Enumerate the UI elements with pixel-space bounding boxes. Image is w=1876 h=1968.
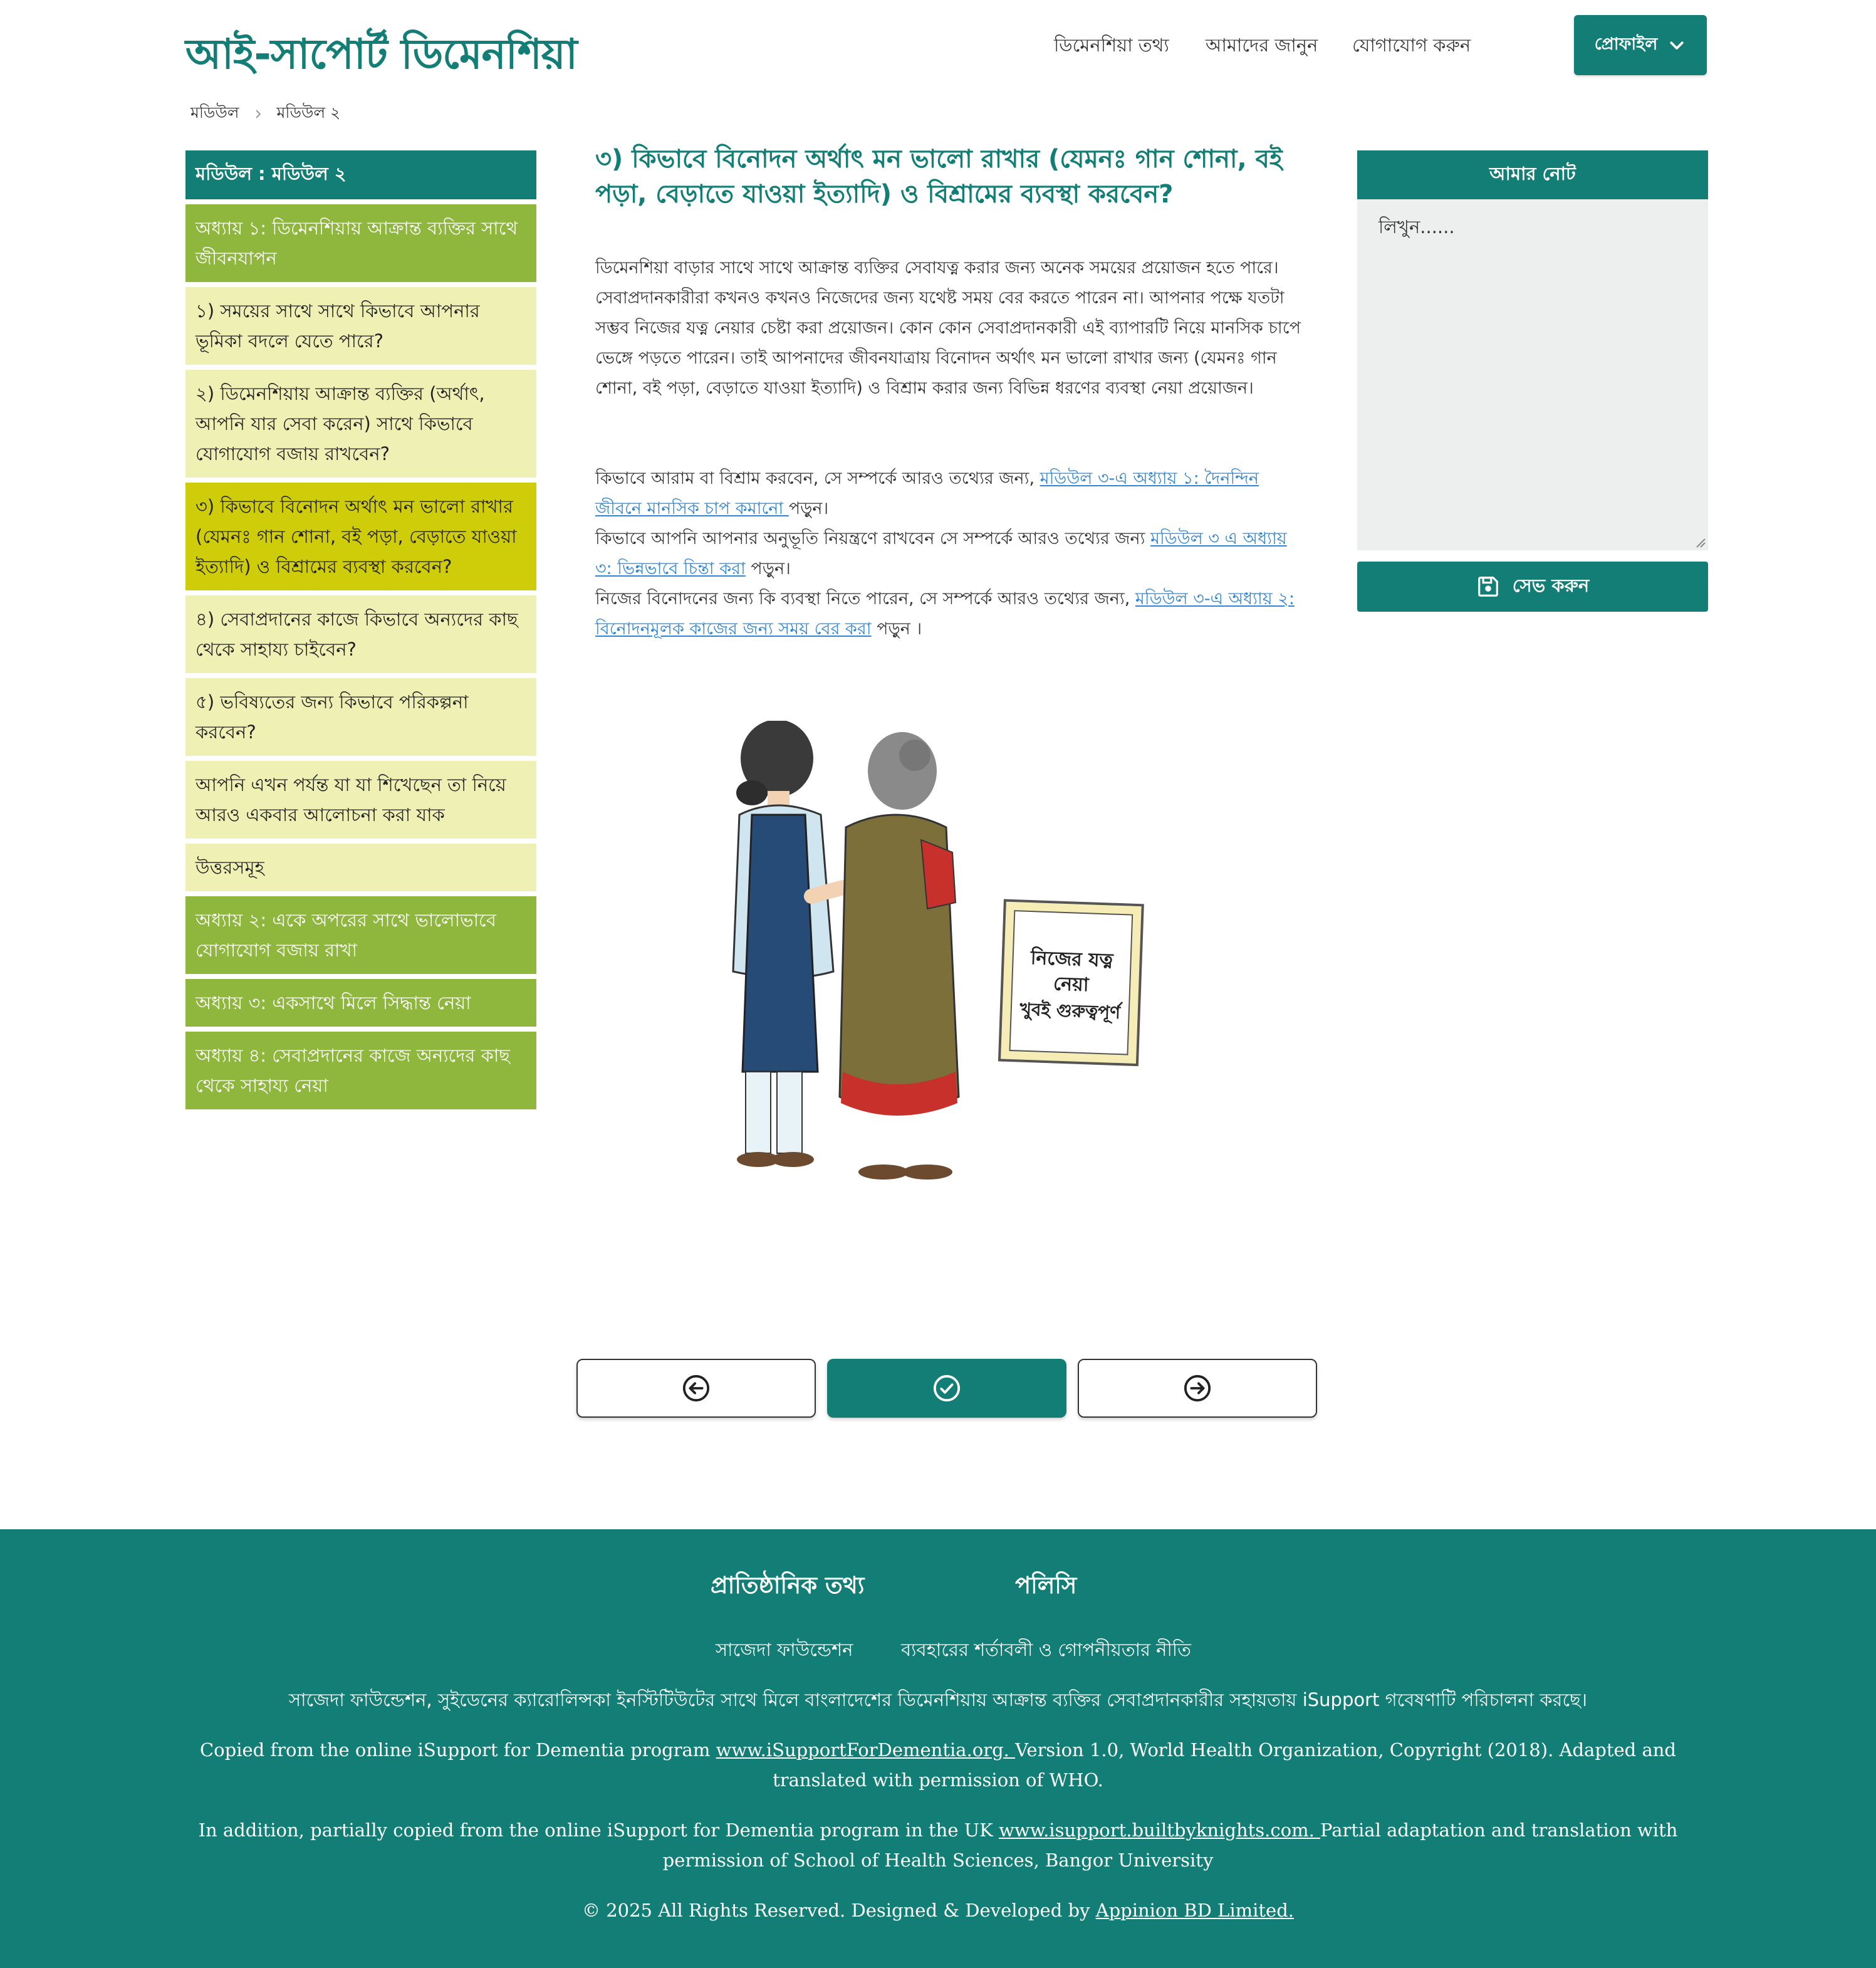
reading-line-3: নিজের বিনোদনের জন্য কি ব্যবস্থা নিতে পারেন, সে সম্পর্কে আরও তথ্যের জন্য, মডিউল ৩-এ অধ্যায় ২: বিনোদনমূলক কাজের জন্য সময় বের করা পড়ুন । [595, 589, 1295, 639]
sidebar-item[interactable]: উত্তরসমূহ [185, 844, 536, 891]
footer-link-terms[interactable]: ব্যবহারের শর্তাবলী ও গোপনীয়তার নীতি [901, 1639, 1191, 1660]
save-note-button[interactable] [1357, 562, 1708, 612]
nav-dementia-info[interactable]: ডিমেনশিয়া তথ্য [1054, 34, 1169, 56]
previous-button[interactable] [576, 1359, 816, 1418]
reading-line-1: কিভাবে আরাম বা বিশ্রাম করবেন, সে সম্পর্কে আরও তথ্যের জন্য, মডিউল ৩-এ অধ্যায় ১: দৈনন্দিন জীবনে মানসিক চাপ কমানো পড়ুন। [595, 469, 1259, 518]
chevron-down-icon [1667, 36, 1686, 55]
sidebar-item[interactable]: ৪) সেবাপ্রদানের কাজে কিভাবে অন্যদের কাছ থেকে সাহায্য চাইবেন? [185, 595, 536, 673]
module-sidebar [185, 150, 536, 1114]
sign-line-3: খুবই গুরুত্বপূর্ণ [1019, 998, 1121, 1023]
notes-textarea[interactable] [1357, 199, 1708, 550]
footer-heading-info: প্রাতিষ্ঠানিক তথ্য [711, 1572, 865, 1599]
footer-about: সাজেদা ফাউন্ডেশন, সুইডেনের ক্যারোলিন্সকা ইনস্টিটিউটের সাথে মিলে বাংলাদেশের ডিমেনশিয়ায় আক্রান্ত ব্যক্তির সেবাপ্রদানকারীর সহায়তায় iSupport গবেষণাটি পরিচালনা করছে। [288, 1689, 1588, 1710]
footer-rights: © 2025 All Rights Reserved. Designed & Developed by Appinion BD Limited. [581, 1900, 1294, 1921]
footer-heading-policy: পলিসি [1015, 1572, 1077, 1599]
save-note-label: সেভ করুন [1512, 574, 1590, 596]
breadcrumb-item-module-2: মডিউল ২ [276, 103, 341, 122]
nav-about-us[interactable]: আমাদের জানুন [1206, 34, 1318, 56]
complete-button[interactable] [827, 1359, 1066, 1418]
breadcrumb [190, 100, 340, 127]
sidebar-item[interactable]: অধ্যায় ২: একে অপরের সাথে ভালোভাবে যোগাযোগ বজায় রাখা [185, 896, 536, 974]
reading-line-2: কিভাবে আপনি আপনার অনুভূতি নিয়ন্ত্রণে রাখবেন সে সম্পর্কে আরও তথ্যের জন্য মডিউল ৩ এ অধ্যায় ৩: ভিন্নভাবে চিন্তা করা পড়ুন। [595, 529, 1287, 578]
lesson-paragraph: ডিমেনশিয়া বাড়ার সাথে সাথে আক্রান্ত ব্যক্তির সেবাযত্ন করার জন্য অনেক সময়ের প্রয়োজন হতে পারে। সেবাপ্রদানকারীরা কখনও কখনও নিজেদের জন্য যথেষ্ট সময় বের করতে পারেন না। আপনার পক্ষে যতটা সম্ভব নিজের যত্ন নেয়ার চেষ্টা করা প্রয়োজন। কোন কোন সেবাপ্রদানকারী এই ব্যাপারটি নিয়ে মানসিক চাপে ভেঙ্গে পড়তে পারেন। তাই আপনাদের জীবনযাত্রায় বিনোদন অর্থাৎ মন ভালো রাখার জন্য (যেমনঃ গান শোনা, বই পড়া, বেড়াতে যাওয়া ইত্যাদি) ও বিশ্রাম করার জন্য বিভিন্ন ধরণের ব্যবস্থা নেয়া প্রয়োজন। [595, 258, 1301, 398]
profile-label: প্রোফাইল [1594, 34, 1658, 54]
link-appinion[interactable]: Appinion BD Limited. [1095, 1900, 1294, 1921]
sidebar-item[interactable]: ২) ডিমেনশিয়ায় আক্রান্ত ব্যক্তির (অর্থাৎ, আপনি যার সেবা করেন) সাথে কিভাবে যোগাযোগ বজায় রাখবেন? [185, 370, 536, 478]
lesson-content [595, 142, 1303, 639]
footer [0, 1529, 1876, 1968]
link-module3-chapter1[interactable]: মডিউল ৩-এ অধ্যায় ১: দৈনন্দিন জীবনে মানসিক চাপ কমানো [595, 469, 1259, 518]
further-reading [595, 464, 1303, 644]
sign-line-2: নেয়া [1053, 973, 1090, 997]
sidebar-item[interactable]: আপনি এখন পর্যন্ত যা যা শিখেছেন তা নিয়ে আরও একবার আলোচনা করা যাক [185, 761, 536, 839]
caregiver-illustration [708, 721, 1184, 1210]
brand-logo-text[interactable]: আই-সাপোর্ট ডিমেনশিয়া [185, 30, 577, 78]
profile-dropdown-button[interactable] [1574, 15, 1707, 75]
link-module3-chapter2[interactable]: মডিউল ৩-এ অধ্যায় ২: বিনোদনমূলক কাজের জন্য সময় বের করা [595, 589, 1295, 639]
footer-copy-uk: In addition, partially copied from the online iSupport for Dementia program in the UK www.isupport.builtbyknights.com. Partial adaptation and translation with permission of School of Health Sciences, Bangor University [198, 1819, 1678, 1871]
link-isupport-who[interactable]: www.iSupportForDementia.org. [716, 1739, 1016, 1761]
arrow-right-circle-icon [1183, 1374, 1212, 1403]
sidebar-item[interactable]: অধ্যায় ৪: সেবাপ্রদানের কাজে অন্যদের কাছ থেকে সাহায্য নেয়া [185, 1032, 536, 1109]
sidebar-item[interactable]: অধ্যায় ১: ডিমেনশিয়ায় আক্রান্ত ব্যক্তির সাথে জীবনযাপন [185, 204, 536, 282]
footer-link-foundation[interactable]: সাজেদা ফাউন্ডেশন [716, 1639, 853, 1660]
sidebar-item[interactable]: ৩) কিভাবে বিনোদন অর্থাৎ মন ভালো রাখার (যেমনঃ গান শোনা, বই পড়া, বেড়াতে যাওয়া ইত্যাদি) ও বিশ্রামের ব্যবস্থা করবেন? [185, 483, 536, 590]
resize-grip-icon[interactable] [1694, 536, 1706, 548]
sidebar-header: মডিউল : মডিউল ২ [185, 150, 536, 199]
lesson-title: ৩) কিভাবে বিনোদন অর্থাৎ মন ভালো রাখার (যেমনঃ গান শোনা, বই পড়া, বেড়াতে যাওয়া ইত্যাদি) ও বিশ্রামের ব্যবস্থা করবেন? [595, 145, 1283, 209]
check-circle-icon [932, 1374, 961, 1403]
sidebar-item[interactable]: ১) সময়ের সাথে সাথে কিভাবে আপনার ভূমিকা বদলে যেতে পারে? [185, 287, 536, 365]
arrow-left-circle-icon [682, 1374, 711, 1403]
footer-copy-who: Copied from the online iSupport for Dementia program www.iSupportForDementia.org. Version 1.0, World Health Organization, Copyright (2018). Adapted and translated with permission of WHO. [199, 1739, 1676, 1791]
floppy-disk-icon [1476, 575, 1500, 599]
sidebar-item[interactable]: ৫) ভবিষ্যতের জন্য কিভাবে পরিকল্পনা করবেন? [185, 678, 536, 756]
next-button[interactable] [1078, 1359, 1317, 1418]
sign-line-1: নিজের যত্ন [1030, 947, 1114, 972]
breadcrumb-item-module[interactable]: মডিউল [190, 103, 239, 122]
notes-header: আমার নোট [1357, 150, 1708, 199]
chevron-right-icon [252, 108, 264, 120]
link-isupport-uk[interactable]: www.isupport.builtbyknights.com. [999, 1819, 1321, 1841]
sidebar-item[interactable]: অধ্যায় ৩: একসাথে মিলে সিদ্ধান্ত নেয়া [185, 979, 536, 1027]
link-module3-chapter3[interactable]: মডিউল ৩ এ অধ্যায় ৩: ভিন্নভাবে চিন্তা করা [595, 529, 1287, 578]
nav-contact[interactable]: যোগাযোগ করুন [1352, 34, 1471, 56]
